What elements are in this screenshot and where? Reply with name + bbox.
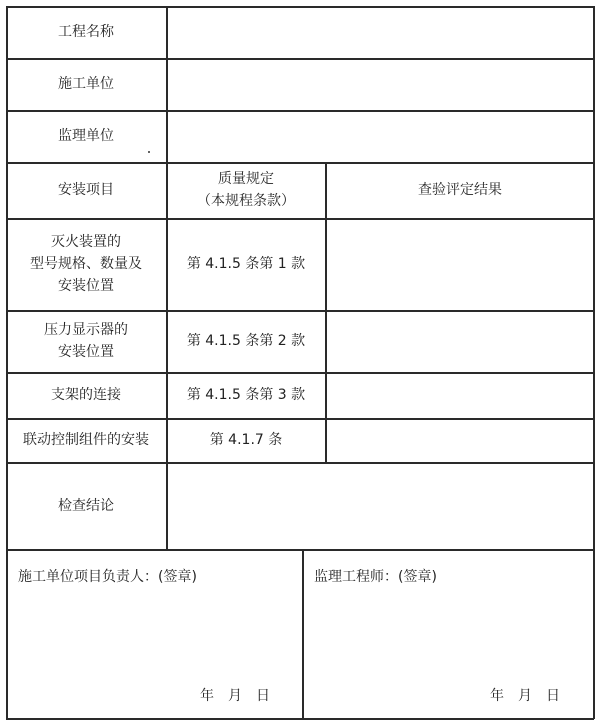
item-result-field[interactable] bbox=[326, 372, 594, 418]
rule bbox=[302, 549, 304, 719]
project-name-label: 工程名称 bbox=[58, 24, 114, 40]
conclusion-label: 检查结论 bbox=[58, 497, 114, 514]
rule bbox=[6, 718, 594, 720]
item-spec: 第 4.1.7 条 bbox=[209, 432, 283, 448]
supervisor-date: 年 月 日 bbox=[490, 688, 560, 704]
construction-unit-field[interactable] bbox=[167, 58, 594, 110]
rule bbox=[6, 549, 594, 551]
contractor-signature-label: 施工单位项目负责人：(签章) bbox=[18, 569, 197, 585]
item-result-field[interactable] bbox=[326, 418, 594, 462]
conclusion-field[interactable] bbox=[167, 462, 594, 549]
header-quality-spec: 质量规定 （本规程条款） bbox=[197, 171, 295, 209]
item-label: 灭火装置的 型号规格、数量及 安装位置 bbox=[30, 234, 142, 294]
scan-speck bbox=[148, 151, 150, 153]
supervisor-signature-label: 监理工程师：(签章) bbox=[314, 569, 437, 585]
item-label: 支架的连接 bbox=[51, 387, 121, 403]
item-spec: 第 4.1.5 条第 2 款 bbox=[186, 333, 306, 349]
item-label: 压力显示器的 安装位置 bbox=[44, 322, 128, 360]
item-label: 联动控制组件的安装 bbox=[23, 432, 149, 448]
supervision-unit-field[interactable] bbox=[167, 110, 594, 162]
item-spec: 第 4.1.5 条第 1 款 bbox=[186, 256, 306, 272]
item-result-field[interactable] bbox=[326, 218, 594, 310]
item-result-field[interactable] bbox=[326, 310, 594, 372]
project-name-field[interactable] bbox=[167, 6, 594, 58]
header-result: 查验评定结果 bbox=[418, 182, 502, 198]
item-spec: 第 4.1.5 条第 3 款 bbox=[186, 387, 306, 403]
supervision-unit-label: 监理单位 bbox=[58, 128, 114, 144]
header-install-item: 安装项目 bbox=[58, 182, 114, 198]
contractor-date: 年 月 日 bbox=[200, 688, 270, 704]
construction-unit-label: 施工单位 bbox=[58, 76, 114, 92]
